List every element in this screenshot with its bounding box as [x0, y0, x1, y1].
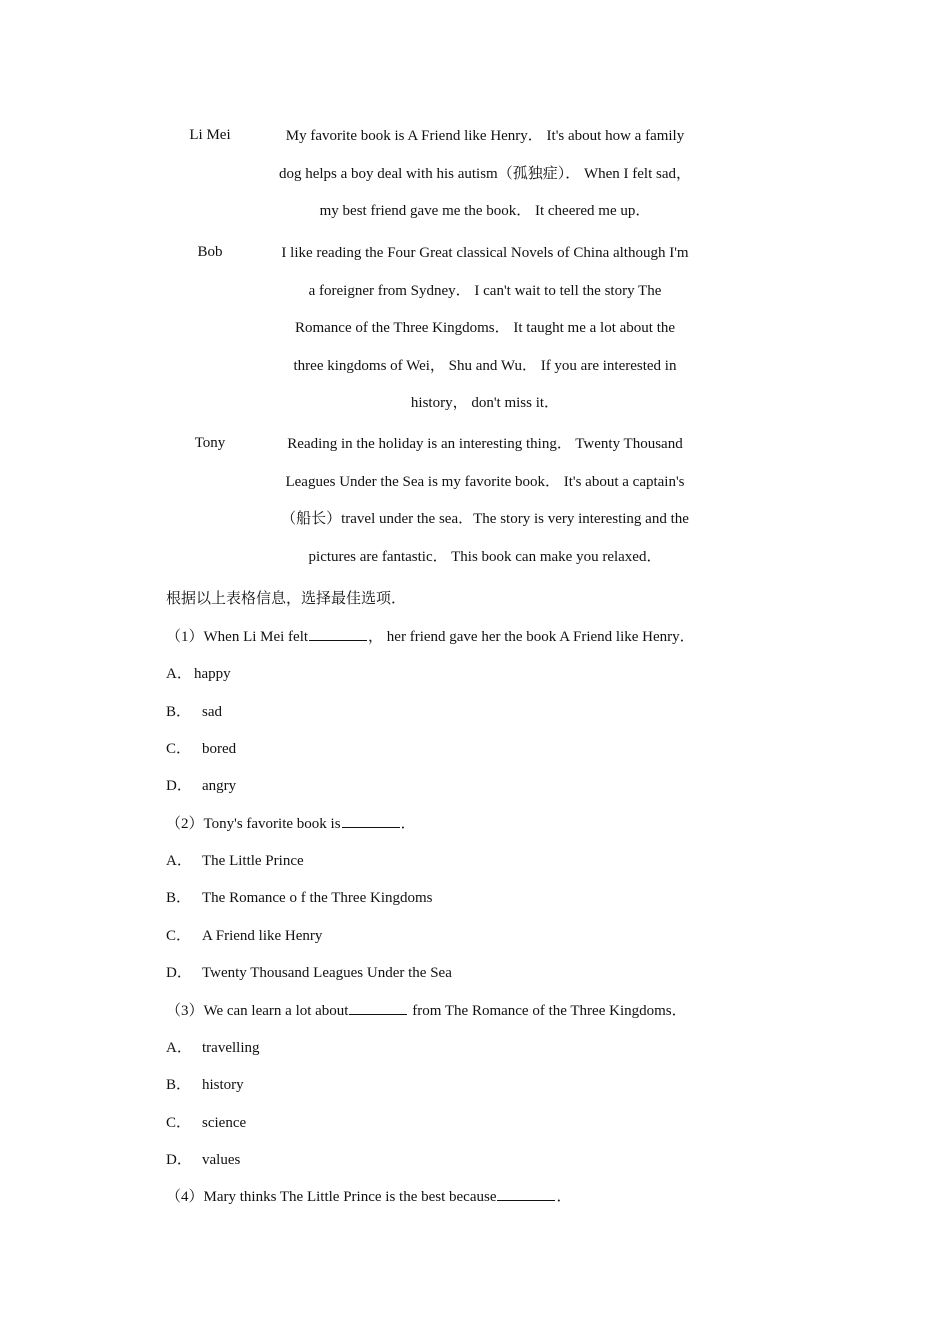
row-description: My favorite book is A Friend like Henry． It's about how a family dog helps a boy deal with his autism（孤独症）． When I felt sad， my best friend gave me the book． It cheered me up．: [278, 128, 692, 219]
question-2: （2）Tony's favorite book is ．: [166, 816, 416, 832]
row-name: Li Mei: [189, 127, 231, 143]
option-1b: B． sad: [166, 704, 222, 720]
option-1c: C． bored: [166, 741, 237, 757]
option-2c: C． A Friend like Henry: [166, 928, 323, 944]
answer-blank: [309, 639, 367, 641]
option-1a: A． happy: [166, 666, 231, 682]
row-description: I like reading the Four Great classical Novels of China although I'm a foreigner from Sydney． I can't wait to tell the story The Romance of the Three Kingdoms． It taught me a lot about the three kingdoms of Wei， Shu and Wu． If you are interested in history， don't miss it．: [281, 245, 689, 411]
option-2d: D． Twenty Thousand Leagues Under the Sea: [166, 965, 452, 981]
answer-blank: [342, 826, 400, 828]
instruction: 根据以上表格信息，选择最佳选项．: [166, 591, 407, 607]
row-description: Reading in the holiday is an interesting thing． Twenty Thousand Leagues Under the Sea is my favorite book． It's about a captain's （船长）travel under the sea．The story is very interesting and the pictures are fantastic． This book can make you relaxed．: [281, 436, 689, 565]
option-2b: B． The Romance o f the Three Kingdoms: [166, 890, 433, 906]
question-3: （3）We can learn a lot about from The Romance of the Three Kingdoms．: [166, 1003, 687, 1019]
row-name: Bob: [197, 244, 223, 260]
row-name: Tony: [194, 435, 226, 451]
question-1: （1）When Li Mei felt ， her friend gave her the book A Friend like Henry．: [166, 629, 695, 645]
option-3c: C． science: [166, 1115, 247, 1131]
option-3d: D． values: [166, 1152, 241, 1168]
option-3b: B． history: [166, 1077, 244, 1093]
option-3a: A． travelling: [166, 1040, 260, 1056]
answer-blank: [349, 1013, 407, 1015]
option-2a: A． The Little Prince: [166, 853, 304, 869]
option-1d: D． angry: [166, 778, 237, 794]
question-4: （4）Mary thinks The Little Prince is the best because ．: [166, 1189, 572, 1205]
answer-blank: [497, 1199, 555, 1201]
